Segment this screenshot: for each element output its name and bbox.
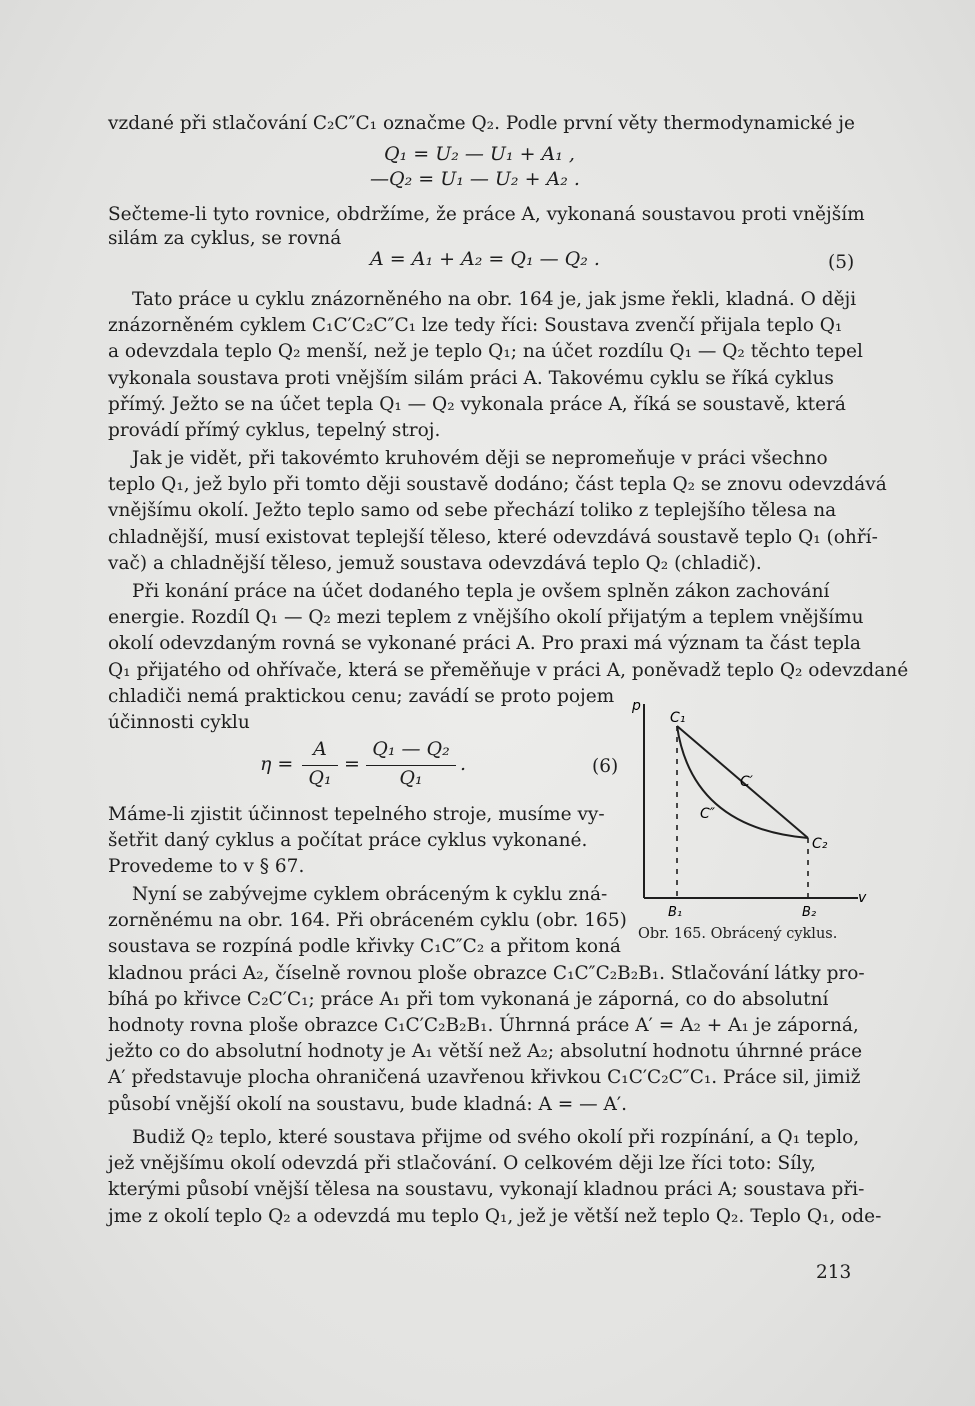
text-line: Jak je vidět, při takovémto kruhovém ději se nepromeňuje v práci všechno — [132, 448, 828, 469]
equation-number-6: (6) — [592, 756, 619, 777]
text-line: zorněnému na obr. 164. Při obráceném cyklu (obr. 165) — [108, 910, 627, 932]
text-line: energie. Rozdíl Q₁ — Q₂ mezi teplem z vnějšího okolí přijatým a teplem vnějšímu — [108, 607, 864, 629]
text-line: A′ představuje plocha ohraničená uzavřenou křivkou C₁C′C₂C″C₁. Práce sil, jimiž — [108, 1067, 861, 1089]
text-line: jež vnějšímu okolí odevzdá při stlačování. O celkovém ději lze říci toto: Síly, — [108, 1153, 816, 1175]
text-line: ježto co do absolutní hodnoty je A₁ větší než A₂; absolutní hodnotu úhrnné práce — [108, 1041, 863, 1063]
eta-symbol: η = — [260, 753, 294, 775]
text-line: Při konání práce na účet dodaného tepla je ovšem splněn zákon zachování — [132, 581, 830, 602]
text-line: chladnější, musí existovat teplejší těleso, které odevzdává soustavě teplo Q₁ (ohří- — [108, 526, 878, 548]
text-line: vykonala soustava proti vnějším silám práci A. Takovému cyklu se říká cyklus — [108, 367, 834, 389]
fraction-a-numerator: A — [313, 738, 327, 760]
label-c1: C₁ — [670, 710, 686, 726]
text-line: přímý. Ježto se na účet tepla Q₁ — Q₂ vykonala práce A, říká se soustavě, která — [108, 393, 846, 415]
equals-sign: = — [344, 753, 360, 775]
label-v: v — [858, 890, 867, 906]
text-line: vzdané při stlačování C₂C″C₁ označme Q₂. Podle první věty thermodynamické je — [108, 113, 855, 134]
text-line: kladnou práci A₂, číselně rovnou ploše obrazce C₁C″C₂B₂B₁. Stlačování látky pro- — [108, 962, 865, 984]
text-line: Q₁ přijatého od ohřívače, která se přeměňuje v práci A, poněvadž teplo Q₂ odevzdané — [108, 659, 909, 681]
fraction-a-denominator: Q₁ — [308, 767, 332, 789]
label-c2: C₂ — [812, 836, 828, 852]
equation-1: Q₁ = U₂ — U₁ + A₁ , — [384, 143, 575, 165]
label-c-prime: C′ — [740, 774, 753, 790]
fraction-b-denominator: Q₁ — [399, 767, 423, 789]
text-line: Máme-li zjistit účinnost tepelného stroje, musíme vy- — [108, 804, 605, 825]
text-line: bíhá po křivce C₂C′C₁; práce A₁ při tom vykonaná je záporná, co do absolutní — [108, 988, 829, 1010]
fraction-b-numerator: Q₁ — Q₂ — [372, 738, 450, 760]
figure-caption: Obr. 165. Obrácený cyklus. — [638, 926, 838, 942]
text-line: vač) a chladnější těleso, jemuž soustava odevzdává teplo Q₂ (chladič). — [108, 552, 762, 574]
text-line: okolí odevzdaným rovná se vykonané práci A. Pro praxi má význam ta část tepla — [108, 633, 861, 655]
label-p: p — [632, 698, 641, 714]
period: . — [460, 753, 467, 775]
text-line: šetřit daný cyklus a počítat práce cyklus vykonané. — [108, 830, 588, 852]
equation-5: A = A₁ + A₂ = Q₁ — Q₂ . — [370, 248, 600, 270]
text-line: jme z okolí teplo Q₂ a odevzdá mu teplo Q₁, jež je větší než teplo Q₂. Teplo Q₁, ode- — [108, 1205, 882, 1227]
text-line: působí vnější okolí na soustavu, bude kladná: A = — A′. — [108, 1093, 627, 1115]
text-line: Provedeme to v § 67. — [108, 856, 305, 878]
text-line: Tato práce u cyklu znázorněného na obr. 164 je, jak jsme řekli, kladná. O ději — [132, 289, 857, 310]
text-line: hodnoty rovna ploše obrazce C₁C′C₂B₂B₁. Úhrnná práce A′ = A₂ + A₁ je záporná, — [108, 1015, 859, 1036]
text-line: silám za cyklus, se rovná — [108, 228, 342, 249]
text-line: účinnosti cyklu — [108, 712, 250, 733]
label-b1: B₁ — [668, 905, 683, 920]
text-line: provádí přímý cyklus, tepelný stroj. — [108, 420, 441, 441]
text-line: chladiči nemá praktickou cenu; zavádí se proto pojem — [108, 685, 615, 707]
text-line: soustava se rozpíná podle křivky C₁C″C₂ a přitom koná — [108, 936, 621, 958]
text-line: a odevzdala teplo Q₂ menší, než je teplo Q₁; na účet rozdílu Q₁ — Q₂ těchto tepel — [108, 341, 863, 363]
page-number: 213 — [816, 1262, 852, 1283]
text-line: Sečteme-li tyto rovnice, obdržíme, že práce A, vykonaná soustavou proti vnějším — [108, 204, 865, 225]
label-c-double-prime: C″ — [700, 806, 716, 822]
text-line: znázorněném cyklem C₁C′C₂C″C₁ lze tedy říci: Soustava zvenčí přijala teplo Q₁ — [108, 315, 843, 337]
text-line: teplo Q₁, jež bylo při tomto ději soustavě dodáno; část tepla Q₂ se znovu odevzdává — [108, 474, 887, 496]
text-line: Nyní se zabývejme cyklem obráceným k cyklu zná- — [132, 884, 608, 905]
label-b2: B₂ — [802, 905, 817, 920]
pv-diagram — [622, 688, 872, 920]
text-line: vnějšímu okolí. Ježto teplo samo od sebe přechází toliko z teplejšího tělesa na — [108, 500, 837, 522]
equation-number-5: (5) — [828, 252, 855, 273]
text-line: Budiž Q₂ teplo, které soustava přijme od svého okolí při rozpínání, a Q₁ teplo, — [132, 1127, 860, 1148]
text-line: kterými působí vnější tělesa na soustavu, vykonají kladnou práci A; soustava při- — [108, 1179, 865, 1201]
equation-2: —Q₂ = U₁ — U₂ + A₂ . — [370, 168, 580, 190]
